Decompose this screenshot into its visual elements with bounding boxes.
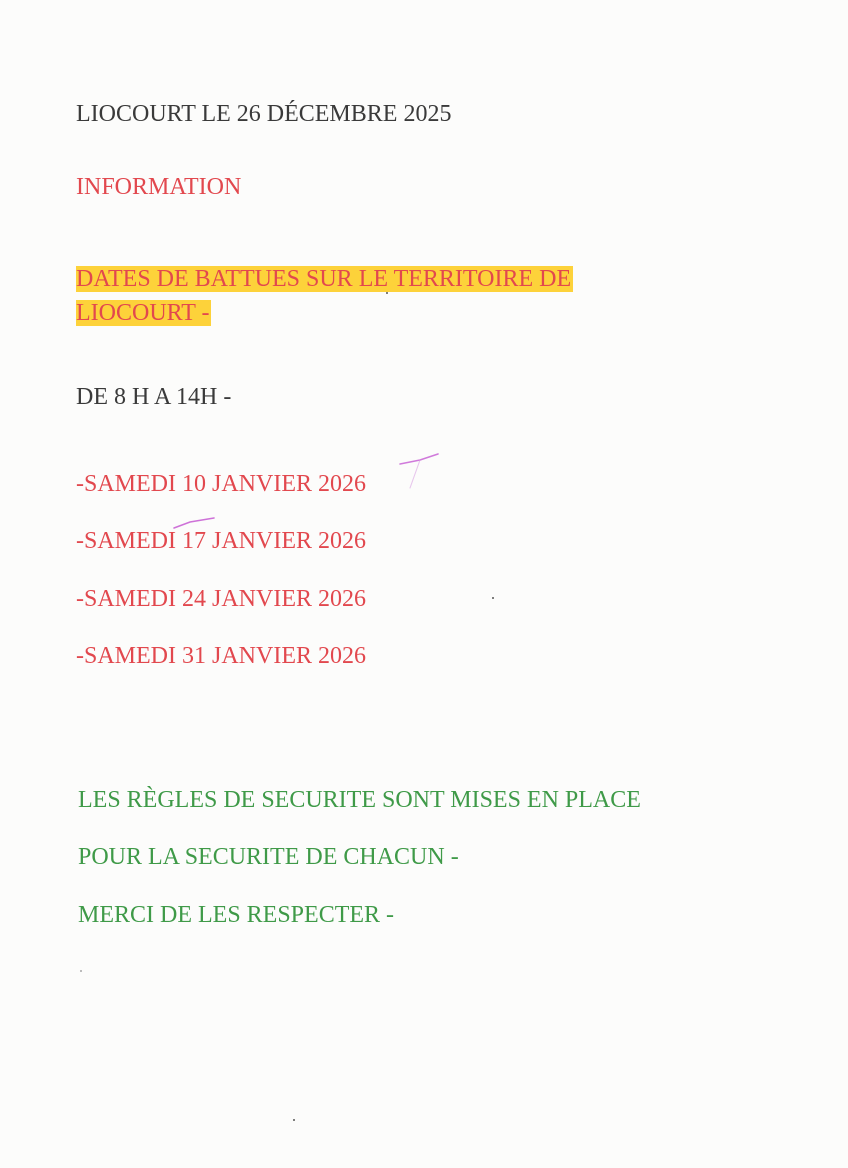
safety-line-3: MERCI DE LES RESPECTER -: [78, 902, 395, 928]
information-heading: INFORMATION: [76, 174, 242, 200]
scan-speck: [80, 970, 82, 972]
hunt-date-item: -SAMEDI 17 JANVIER 2026: [76, 528, 366, 554]
scan-speck: [293, 1119, 295, 1121]
safety-line-2: POUR LA SECURITE DE CHACUN -: [78, 844, 459, 870]
battues-title-line-2: [76, 299, 211, 327]
hunt-date-item: -SAMEDI 24 JANVIER 2026: [76, 586, 366, 612]
hours-line: DE 8 H A 14H -: [76, 384, 232, 410]
pen-tick-mark: [380, 446, 450, 496]
date-location-line: LIOCOURT LE 26 DÉCEMBRE 2025: [76, 101, 452, 127]
highlighted-text: LIOCOURT -: [76, 300, 210, 326]
highlighted-text: DATES DE BATTUES SUR LE TERRITOIRE DE: [76, 266, 572, 292]
hunt-date-item: -SAMEDI 31 JANVIER 2026: [76, 643, 366, 669]
scan-speck: [492, 597, 494, 599]
scan-speck: [386, 292, 388, 294]
safety-line-1: LES RÈGLES DE SECURITE SONT MISES EN PLACE: [78, 787, 641, 813]
hunt-date-item: -SAMEDI 10 JANVIER 2026: [76, 471, 366, 497]
battues-title-line-1: [76, 265, 573, 293]
